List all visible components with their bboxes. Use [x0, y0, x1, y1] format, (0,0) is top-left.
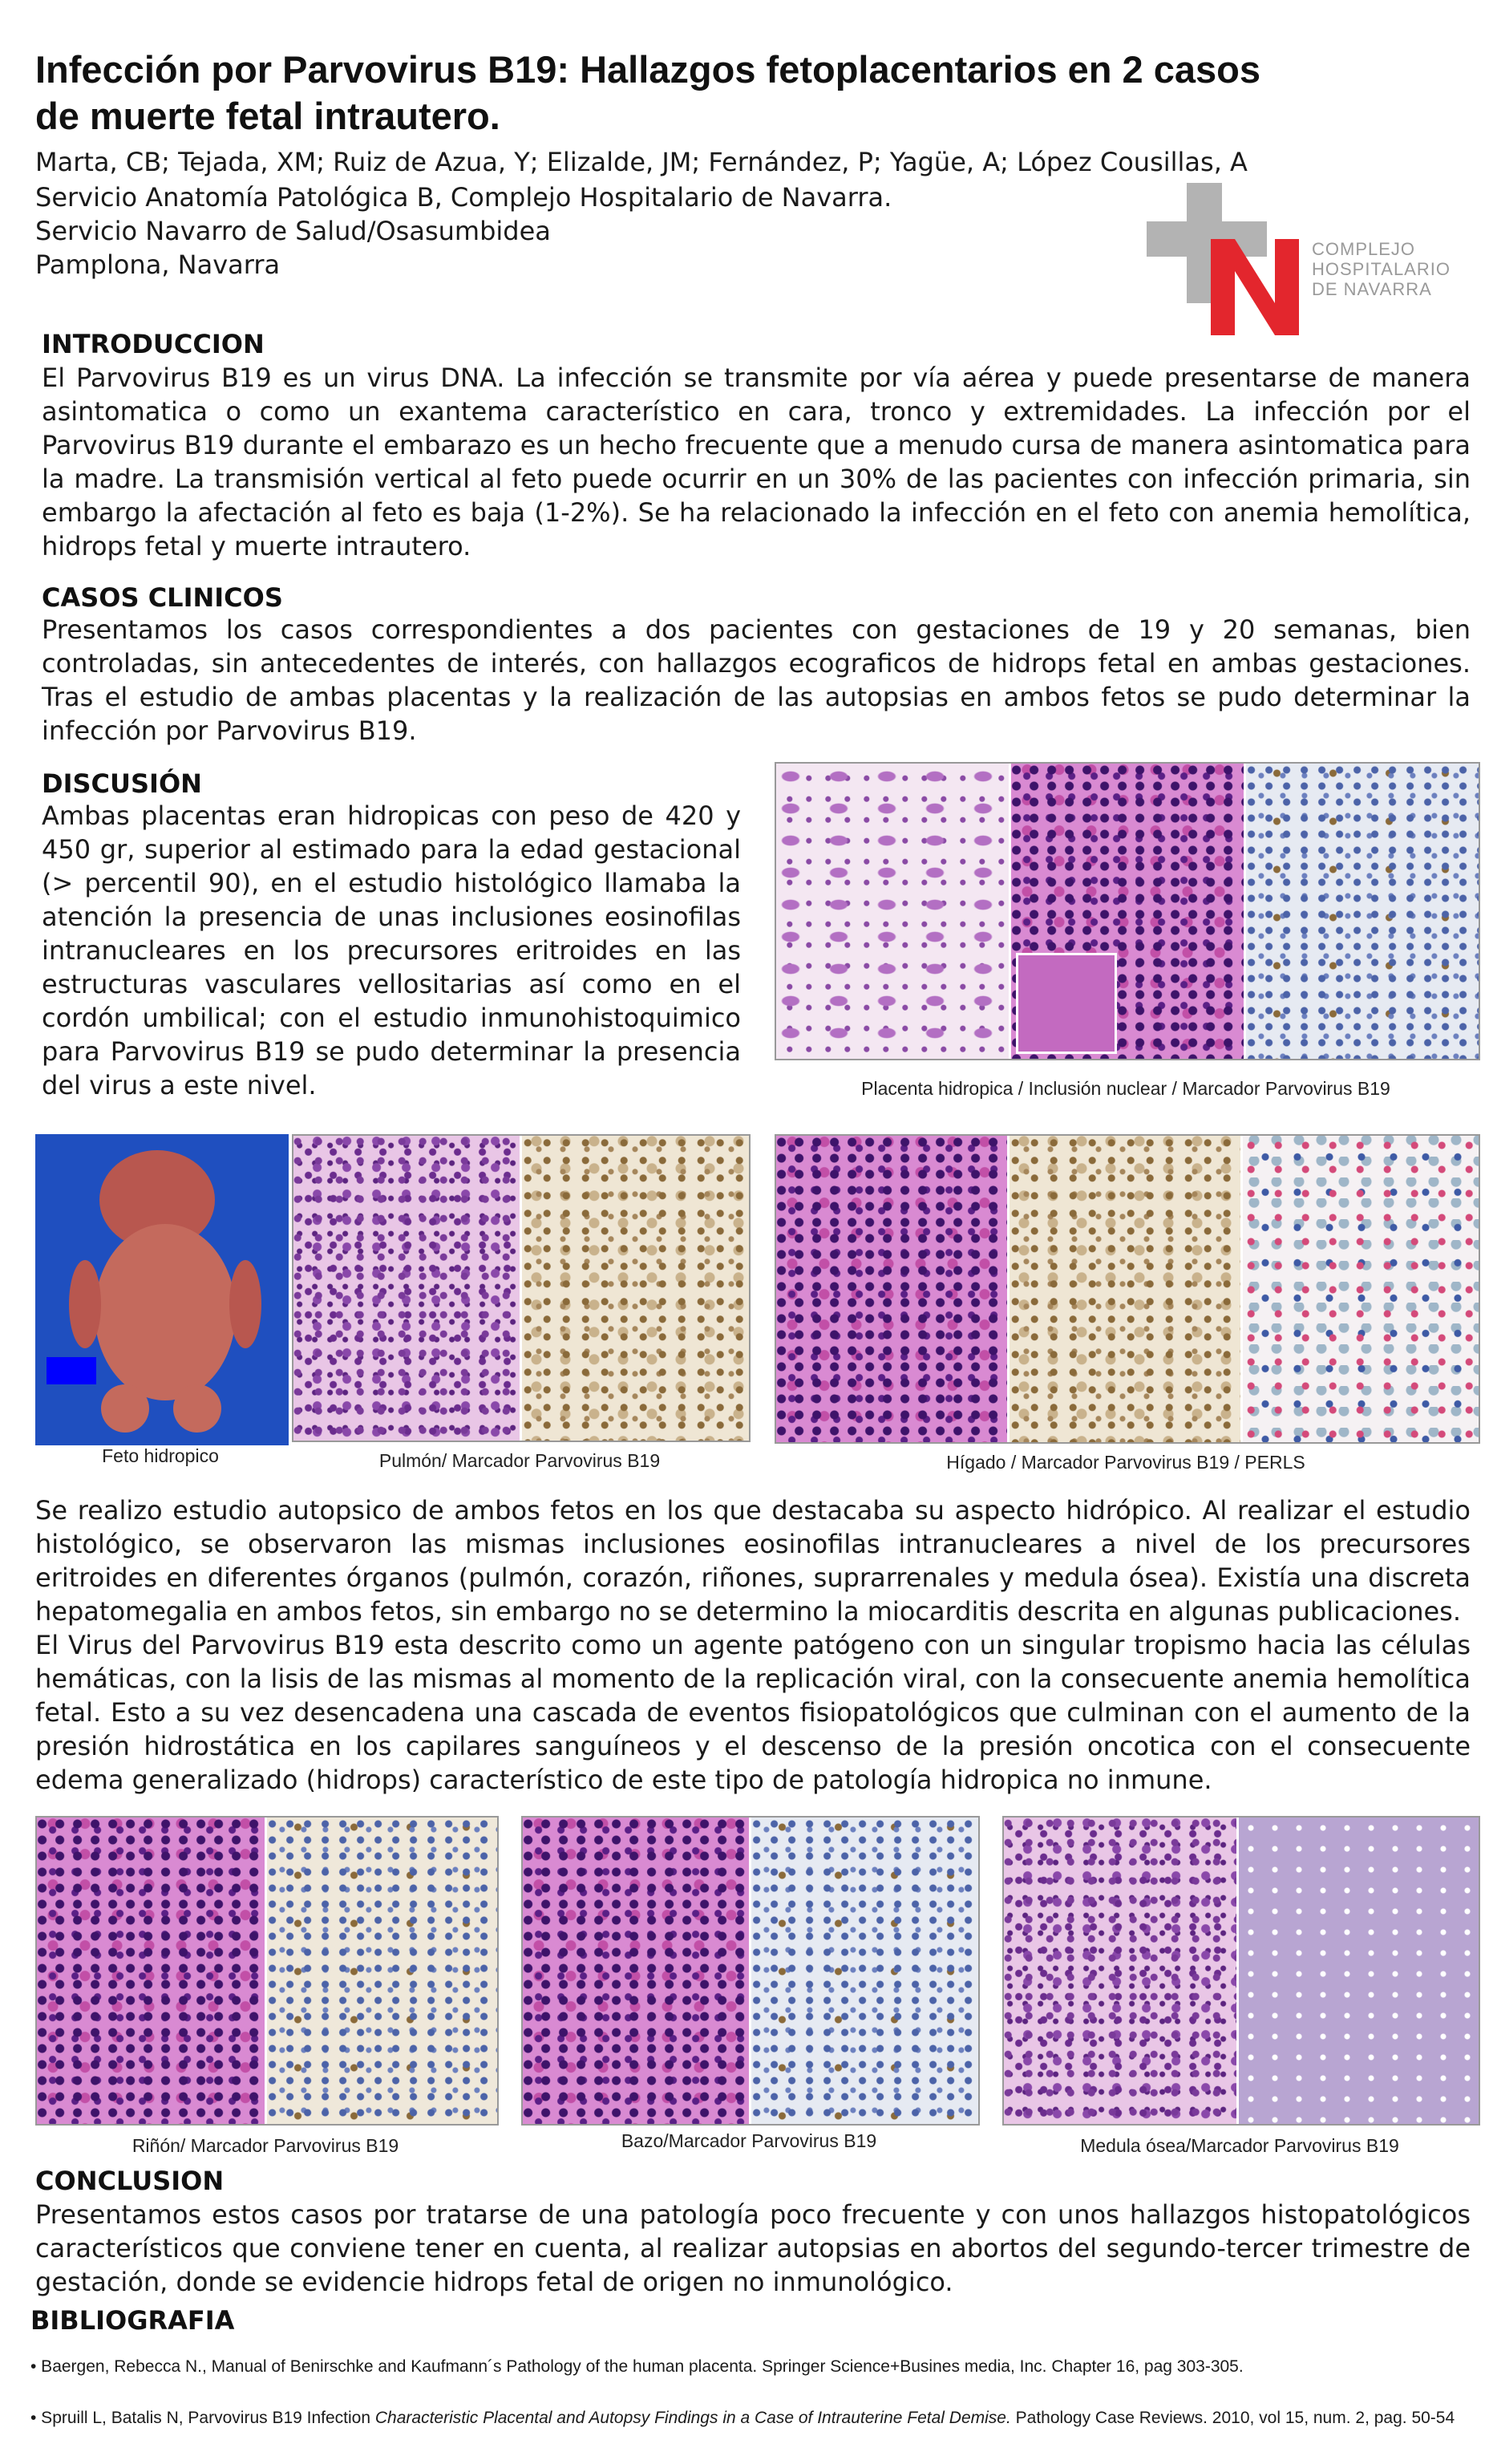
affiliation-2: Servicio Navarro de Salud/Osasumbidea: [35, 216, 551, 246]
caption-medula: Medula ósea/Marcador Parvovirus B19: [1080, 2135, 1399, 2156]
caption-pulmon: Pulmón/ Marcador Parvovirus B19: [378, 1450, 661, 1471]
reference-2-authors: • Spruill L, Batalis N, Parvovirus B19 Infection: [30, 2409, 375, 2427]
reference-2-source: Pathology Case Reviews. 2010, vol 15, num. 2, pag. 50-54: [1010, 2409, 1455, 2427]
discusion-heading: DISCUSIÓN: [42, 768, 202, 799]
reference-1: • Baergen, Rebecca N., Manual of Benirschke and Kaufmann´s Pathology of the human placenta. Springer Science+Busines media, Inc. Chapter 16, pag 303-305.: [30, 2357, 1244, 2376]
rinon-marcador-image: [267, 1818, 497, 2124]
pulmon-he-image: [293, 1136, 520, 1441]
authors: Marta, CB; Tejada, XM; Ruiz de Azua, Y; Elizalde, JM; Fernández, P; Yagüe, A; López Cousillas, A: [35, 147, 1248, 177]
conclusion-heading: CONCLUSION: [35, 2166, 225, 2196]
intro-heading: INTRODUCCION: [42, 329, 265, 359]
placenta-figure: [775, 762, 1480, 1060]
higado-perls-image: [1243, 1136, 1479, 1442]
title-line-1: Infección por Parvovirus B19: Hallazgos fetoplacentarios en 2 casos: [35, 48, 1261, 91]
intro-text: El Parvovirus B19 es un virus DNA. La infección se transmite por vía aérea y puede presentarse de manera asintomatica o como un exantema característico en cara, tronco y extremidades. La infección por el Parvovirus B19 durante el embarazo es un hecho frecuente que a menudo cursa de manera asintomatica para la madre. La transmisión vertical al feto puede ocurrir en un 30% de las pacientes con infección primaria, sin embargo la afectación al feto es baja (1-2%). Se ha relacionado la infección en el feto con anemia hemolítica, hidrops fetal y muerte intrautero.: [42, 363, 1471, 561]
affiliation-3: Pamplona, Navarra: [35, 249, 281, 280]
pulmon-figure: [292, 1134, 751, 1442]
logo-text-3: DE NAVARRA: [1312, 279, 1432, 299]
caption-feto: Feto hidropico: [102, 1445, 219, 1466]
rinon-figure: [35, 1816, 499, 2126]
higado-marcador-image: [1010, 1136, 1240, 1442]
reference-2: [30, 2406, 1466, 2430]
bazo-marcador-image: [751, 1818, 978, 2124]
discusion-text: Ambas placentas eran hidropicas con peso de 420 y 450 gr, superior al estimado para la edad gestacional (> percentil 90), en el estudio histológico llamaba la atención la presencia de unas inclusiones eosinofilas intranucleares en los precursores eritroides en las estructuras vasculares vellositarias así como en el cordón umbilical; con el estudio inmunohistoquimico para Parvovirus B19 se pudo determinar la presencia del virus a este nivel.: [42, 800, 741, 1100]
higado-he-image: [776, 1136, 1007, 1442]
bibliografia-heading: BIBLIOGRAFIA: [30, 2305, 235, 2336]
title-line-2: de muerte fetal intrautero.: [35, 95, 500, 137]
pulmon-marcador-image: [522, 1136, 749, 1441]
rinon-he-image: [37, 1818, 265, 2124]
inclusion-nuclear-image: [1011, 764, 1244, 1059]
logo-text-2: HOSPITALARIO: [1312, 259, 1451, 279]
bazo-he-image: [523, 1818, 749, 2124]
affiliation-1: Servicio Anatomía Patológica B, Complejo Hospitalario de Navarra.: [35, 182, 892, 213]
medula-figure: [1002, 1816, 1480, 2126]
fetus-icon: [37, 1136, 287, 1444]
marcador-placenta-image: [1246, 764, 1479, 1059]
poster-title: [35, 47, 1479, 140]
hospital-logo: [1147, 183, 1483, 343]
feto-image: [35, 1134, 289, 1445]
discusion-text-3: El Virus del Parvovirus B19 esta descrito como un agente patógeno con un singular tropismo hacia las células hemáticas, con la lisis de las mismas al momento de la replicación viral, con la consecuente anemia hemolítica fetal. Esto a su vez desencadena una cascada de eventos fisiopatológicos que culminan con el aumento de la presión hidrostática en los capilares sanguíneos y el descenso de la presión oncotica con el consecuente edema generalizado (hidrops) característico de este tipo de patología hidropica no inmune.: [35, 1630, 1471, 1795]
medula-he-image: [1004, 1818, 1236, 2124]
inset-image: [1016, 953, 1117, 1054]
caption-rinon: Riñón/ Marcador Parvovirus B19: [132, 2135, 399, 2156]
logo-text-1: COMPLEJO: [1312, 239, 1416, 259]
caption-placenta: Placenta hidropica / Inclusión nuclear / Marcador Parvovirus B19: [861, 1078, 1390, 1099]
bazo-figure: [521, 1816, 980, 2126]
placenta-hidropica-image: [776, 764, 1009, 1059]
reference-2-title: Characteristic Placental and Autopsy Findings in a Case of Intrauterine Fetal Demise.: [374, 2409, 1011, 2427]
casos-text: Presentamos los casos correspondientes a dos pacientes con gestaciones de 19 y 20 semanas, bien controladas, sin antecedentes de interés, con hallazgos ecograficos de hidrops fetal en ambas gestaciones. Tras el estudio de ambas placentas y la realización de las autopsias en ambos fetos se pudo determinar la infección por Parvovirus B19.: [42, 614, 1471, 746]
medula-marcador-image: [1239, 1818, 1479, 2124]
caption-bazo: Bazo/Marcador Parvovirus B19: [621, 2130, 877, 2151]
casos-heading: CASOS CLINICOS: [42, 582, 283, 613]
caption-higado: Hígado / Marcador Parvovirus B19 / PERLS: [946, 1452, 1305, 1473]
discusion-text-2: Se realizo estudio autopsico de ambos fetos en los que destacaba su aspecto hidrópico. Al realizar el estudio histológico, se observaron las mismas inclusiones eosinofilas intranucleares a nivel de los precursores eritroides en diferentes órganos (pulmón, corazón, riñones, suprarrenales y medula ósea). Existía una discreta hepatomegalia en ambos fetos, sin embargo no se determino la miocarditis descrita en algunas publicaciones.: [35, 1495, 1471, 1627]
higado-figure: [775, 1134, 1480, 1444]
conclusion-text: Presentamos estos casos por tratarse de una patología poco frecuente y con unos hallazgos histopatológicos característicos que conviene tener en cuenta, al realizar autopsias en abortos del segundo-tercer trimestre de gestación, donde se evidencie hidrops fetal de origen no inmunológico.: [35, 2199, 1471, 2297]
